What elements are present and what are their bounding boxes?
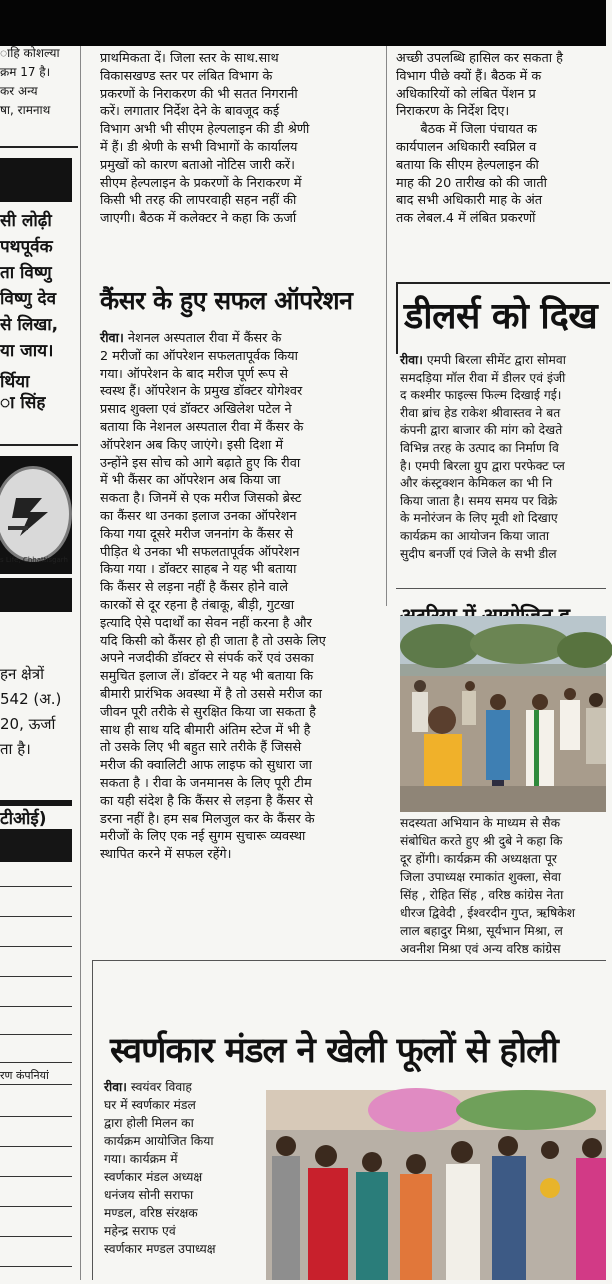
holi-photo [266,1090,606,1280]
article-text: नेशनल अस्पताल रीवा में कैंसर के 2 मरीजों का ऑपरेशन सफलतापूर्वक किया गया। ऑपरेशन के बाद मरीज पूर्ण रूप से स्वस्थ हैं। ऑपरेशन के प्रमुख डॉक्टर योगेश्वर प्रसाद शुक्ला एवं डॉक्टर अखिलेश पटेल ने बताया कि नेशनल अस्पताल रीवा में कैंसर के ऑपरेशन अब किए जाएंगे। इसी दिशा में उन्होंने इस सोच को आगे बढ़ाते हुए कि रीवा में भी कैंसर का ऑपरेशन अब किया जा सकता है। जिनमें से एक मरीज जिसको ब्रेस्ट का कैंसर था उनका इलाज उनका ऑपरेशन किया गया दूसरे मरीज जननांग के कैंसर से पीड़ित थे उनका भी सफलतापूर्वक ऑपरेशन किया गया । डॉक्टर साहब ने यह भी बताया कि कैंसर से लड़ना नहीं है कैंसर होने वाले कारकों से दूर रहना है तंबाकू, बीड़ी, गुटखा इत्यादि ऐसे पदार्थों का सेवन नहीं करना है और यदि किसी को कैंसर हो ही जाता है तो उसके लिए अपने नजदीकी डॉक्टर से संपर्क करें एवं उसका समुचित इलाज लें। डॉक्टर ने यह भी बताया कि बीमारी प्रारंभिक अवस्था में है तो उससे मरीज का जीवन पूरी तरीके से सुरक्षित किया जा सकता है साथ ही साथ यदि बीमारी अंतिम स्टेज में भी है तो उसके लिए भी बहुत सारे तरीके हैं जिससे मरीज की क्वालिटी आफ लाइफ को सुधारा जा सकता है । रीवा के जनमानस के लिए पूरी टीम का यही संदेश है कि कैंसर से लड़ना है कैंसर से डरना नहीं है। हम सब मिलजुल कर के कैंसर के मरीजों के लिए एक नई सुगम सुचारू व्यवस्था स्थापित करने में सफल रहेंगे। [100,331,326,863]
left-strip-top [0,44,78,124]
left-name: र्थिया [0,372,30,392]
mid-right-rule [386,46,387,606]
left-line: ाहि कोशल्या [0,46,60,60]
left-name: ा सिंह [0,393,46,413]
rally-crowd-image [400,616,606,812]
bottom-left-rule [92,960,93,1280]
article-text: स्वयंवर विवाह घर में स्वर्णकार मंडल द्वारा होली मिलन का कार्यक्रम आयोजित किया गया। कार्यक्रम में स्वर्णकार मंडल अध्यक्ष धनंजय सोनी सराफा मण्डल, वरिष्ठ संरक्षक महेन्द्र सराफ एवं स्वर्णकार मण्डल उपाध्यक्ष [104,1080,216,1256]
left-mid-line: ता विष्णु [0,263,52,283]
right-divider [396,588,606,589]
left-lower-line: हन क्षेत्रों [0,665,44,683]
dealers-headline: डीलर्स को दिख [404,296,598,337]
cancer-headline: कैंसर के हुए सफल ऑपरेशन [100,286,353,315]
left-strip-lower [0,662,78,772]
holi-article-body [104,1078,260,1280]
logo-caption: s Life, Chhattisgarh [0,556,68,564]
left-black-block [0,158,72,202]
cancer-article-body [100,330,380,863]
right-lead-paragraph: अच्छी उपलब्धि हासिल कर सकता है विभाग पीछे क्यों हैं। बैठक में क अधिकारियों को लंबित पेंशन प्र निराकरण के निर्देश दिए। बैठक में जिला पंचायत क कार्यपालन अधिकारी स्वप्निल व बताया कि सीएम हेल्पलाइन की माह की 20 तारीख को की जाती बाद सभी अधिकारी माह के अंत तक लेबल.4 में लंबित प्रकरणों [396,51,563,227]
dateline: रीवा। [104,1080,127,1094]
left-divider [0,444,78,446]
top-black-bar [0,0,606,46]
left-line: षा, रामनाथ [0,103,51,117]
mid-lead-paragraph: प्राथमिकता दें। जिला स्तर के साथ.साथ विकासखण्ड स्तर पर लंबित विभाग के प्रकरणों के निराकरण की भी सतत निगरानी करें। लगातार निर्देश देने के बावजूद कई विभाग अभी भी सीएम हेल्पलाइन की डी श्रेणी में हैं। डी श्रेणी के सभी विभागों के कार्यालय प्रमुखों को कारण बताओ नोटिस जारी करें। सीएम हेल्पलाइन के प्रकरणों के निराकरण में किसी भी तरह की लापरवाही सहन नहीं की जाएगी। बैठक में कलेक्टर ने कहा कि ऊर्जा [100,51,310,227]
left-mid-line: या जाय। [0,341,54,361]
left-lower-line: ता है। [0,740,31,758]
dateline: रीवा। [100,331,124,346]
left-strip-mid [0,208,78,438]
left-line: कर अन्य [0,84,38,98]
left-logo-panel [0,456,72,574]
left-mid-line: पथपूर्वक [0,237,53,257]
left-divider [0,146,78,148]
holi-group-image [266,1090,606,1280]
article-text: एमपी बिरला सीमेंट द्वारा सोमवा समदड़िया मॉल रीवा में डीलर एवं इंजी द कश्मीर फाइल्स फिल्म दिखाई गई। रीवा ब्रांच हेड राकेश श्रीवास्तव ने बत कंपनी द्वारा बाजार की मांग को देखते विभिन्न तरह के उत्पाद का निर्माण वि है। एमपी बिरला ग्रुप द्वारा परफेक्ट प्ल और कंस्ट्रक्शन केमिकल का भी नि किया जाता है। समय समय पर विक्रे के मनोरंजन के लिए मूवी शो दिखाए कार्यक्रम का आयोजन किया जाता सुदीप बनर्जी एवं जिले के सभी डील [400,353,566,561]
left-mid-line: सी लोढ़ी [0,211,52,231]
left-lower-line: 542 (अ.) [0,690,62,708]
left-black-bar [0,578,72,612]
dateline: रीवा। [400,353,423,367]
left-line: क्रम 17 है। [0,65,51,79]
left-form-label: रण कंपनियां [0,1068,72,1083]
rally-caption: सदस्यता अभियान के माध्यम से सैक संबोधित करते हुए श्री दुबे ने कहा कि दूर होंगी। कार्यक्रम की अध्यक्षता पूर जिला उपाध्यक्ष रमाकांत शुक्ला, सेवा सिंह , रोहित सिंह , वरिष्ठ कांग्रेस नेता धीरज द्विवेदी , ईश्वरदीन गुप्त, ऋषिकेश लाल बहादुर मिश्रा, सूर्यभान मिश्रा, ल अवनीश मिश्रा एवं अन्य वरिष्ठ कांग्रेस [400,816,576,956]
left-lower-line: 20, ऊर्जा [0,715,56,733]
bottom-top-rule [92,960,606,961]
dealers-article-body [400,352,606,584]
holi-headline: स्वर्णकार मंडल ने खेली फूलों से होली [110,1031,558,1071]
rally-photo [400,616,606,812]
left-vertical-rule [80,46,81,1280]
left-mid-line: से लिखा, [0,315,59,335]
left-dark-box-text: टीओई) [0,806,72,829]
left-mid-line: विष्णु देव [0,289,57,309]
